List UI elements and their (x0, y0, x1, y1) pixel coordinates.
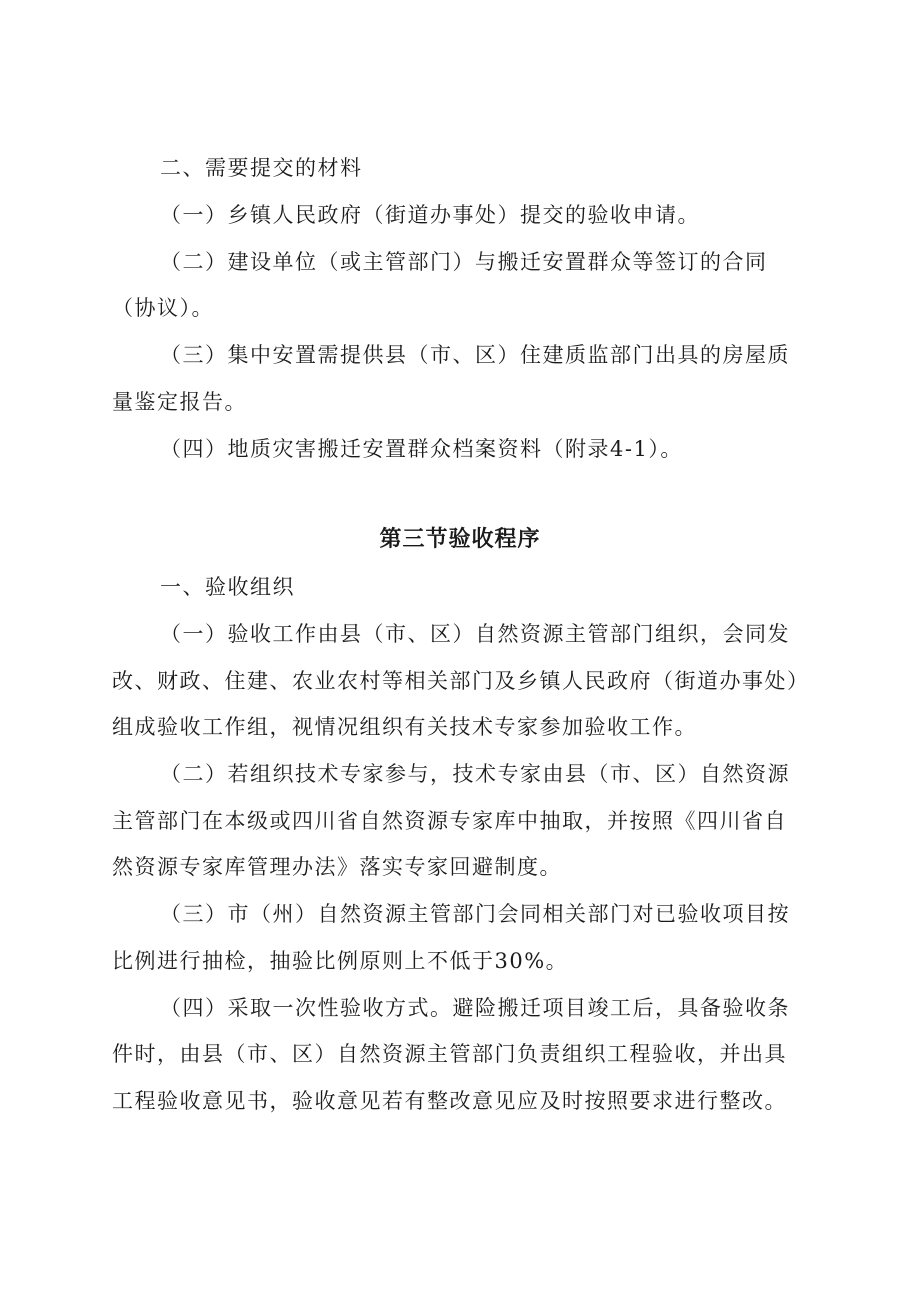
paragraph-2-line-1: （二）若组织技术专家参与，技术专家由县（市、区）自然资源 (160, 762, 790, 786)
paragraph-1-line-2: 改、财政、住建、农业农村等相关部门及乡镇人民政府（街道办事处） (112, 669, 810, 693)
paragraph-1-line-1: （一）验收工作由县（市、区）自然资源主管部门组织，会同发 (160, 622, 790, 646)
material-item-2-line-2: （协议）。 (112, 296, 214, 320)
material-item-4: （四）地质灾害搬迁安置群众档案资料（附录4-1）。 (160, 437, 683, 461)
material-item-3-line-1: （三）集中安置需提供县（市、区）住建质监部门出具的房屋质 (160, 343, 790, 367)
subsection-heading-organization: 一、验收组织 (160, 575, 295, 599)
paragraph-4-line-2: 件时，由县（市、区）自然资源主管部门负责组织工程验收，并出具 (112, 1042, 787, 1066)
paragraph-2-line-3: 然资源专家库管理办法》落实专家回避制度。 (112, 855, 562, 879)
paragraph-3-line-1: （三）市（州）自然资源主管部门会同相关部门对已验收项目按 (160, 902, 790, 926)
material-item-1: （一）乡镇人民政府（街道办事处）提交的验收申请。 (160, 203, 700, 227)
paragraph-2-line-2: 主管部门在本级或四川省自然资源专家库中抽取，并按照《四川省自 (112, 809, 787, 833)
section-heading-materials: 二、需要提交的材料 (160, 156, 363, 180)
paragraph-4-line-1: （四）采取一次性验收方式。避险搬迁项目竣工后，具备验收条 (160, 996, 790, 1020)
paragraph-3-line-2: 比例进行抽检，抽验比例原则上不低于30%。 (112, 949, 569, 973)
material-item-2-line-1: （二）建设单位（或主管部门）与搬迁安置群众等签订的合同 (160, 250, 768, 274)
section-title: 第三节验收程序 (379, 527, 541, 552)
paragraph-1-line-3: 组成验收工作组，视情况组织有关技术专家参加验收工作。 (112, 715, 697, 739)
paragraph-4-line-3: 工程验收意见书，验收意见若有整改意见应及时按照要求进行整改。 (112, 1089, 787, 1113)
material-item-3-line-2: 量鉴定报告。 (112, 390, 247, 414)
